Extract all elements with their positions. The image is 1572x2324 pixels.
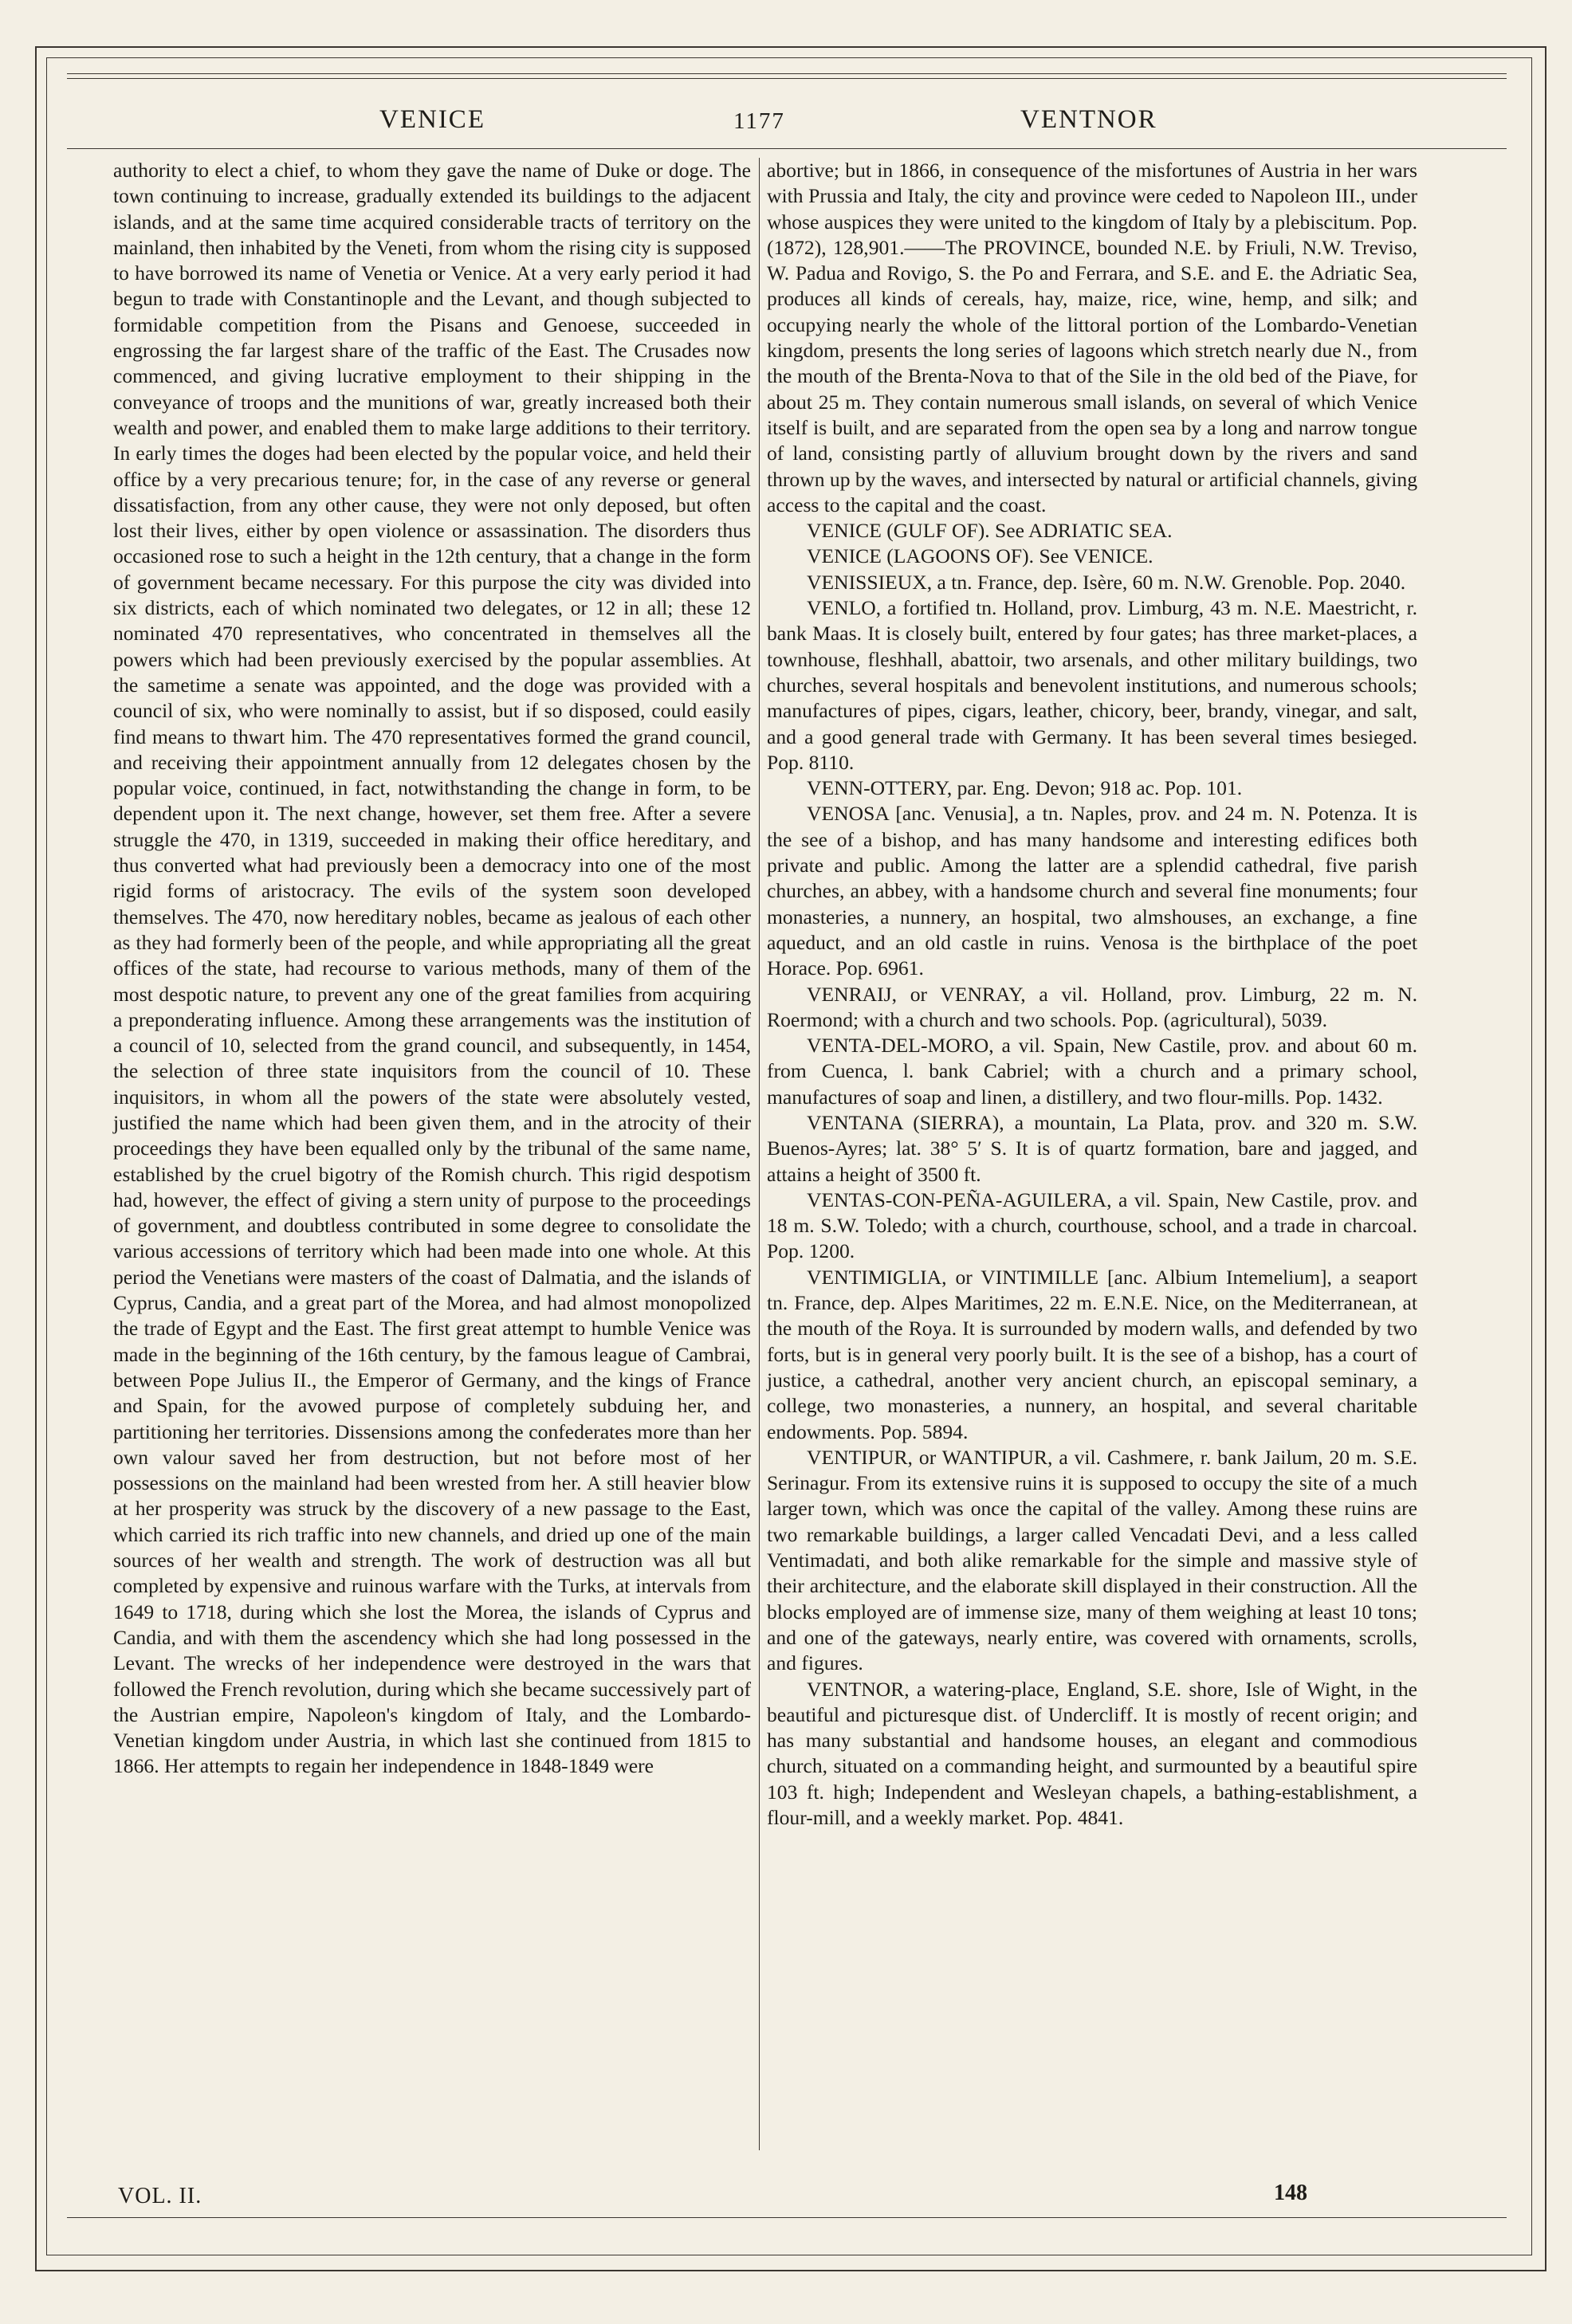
entry-venice-lagoons: VENICE (LAGOONS OF). See VENICE. xyxy=(807,544,1153,568)
entry-venissieux: VENISSIEUX, a tn. France, dep. Isère, 60 m. N.W. Grenoble. Pop. 2040. xyxy=(807,570,1406,594)
left-column xyxy=(113,158,751,2142)
entry-ventana: VENTANA (SIERRA), a mountain, La Plata, prov. and 320 m. S.W. Buenos-Ayres; lat. 38° 5′ S. It is of quartz formation, bare and jagged, and attains a height of 3500 ft. xyxy=(767,1110,1417,1186)
entry-ventipur: VENTIPUR, or WANTIPUR, a vil. Cashmere, r. bank Jailum, 20 m. S.E. Serinagur. From its extensive ruins it is supposed to occupy the site of a much larger town, which was once the capital of the valley. Among these ruins are two remarkable buildings, a larger called Vencadati Devi, and a less called Ventimadati, and both alike remarkable for the simple and massive style of their architecture, and the elaborate skill displayed in their construction. All the blocks employed are of immense size, many of them weighing at least 10 tons; and one of the gateways, nearly entire, was covered with ornaments, scrolls, and figures. xyxy=(767,1445,1417,1675)
running-head-left: VENICE xyxy=(379,105,485,134)
entry-venlo: VENLO, a fortified tn. Holland, prov. Limburg, 43 m. N.E. Maestricht, r. bank Maas. It is closely built, entered by four gates; has three market-places, a townhouse, fleshhall, abattoir, two arsenals, and other military buildings, two churches, several hospitals and benevolent institutions, and numerous schools; manufactures of pipes, cigars, leather, chicory, beer, brandy, vinegar, and salt, and a good general trade with Germany. It has been several times besieged. Pop. 8110. xyxy=(767,596,1417,774)
entry-venosa: VENOSA [anc. Venusia], a tn. Naples, prov. and 24 m. N. Potenza. It is the see of a bishop, and has many handsome and interesting edifices both private and public. Among the latter are a splendid cathedral, five parish churches, an abbey, with a handsome church and several fine monuments; four monasteries, a nunnery, an hospital, two almshouses, an exchange, a fine aqueduct, and an old castle in ruins. Venosa is the birthplace of the poet Horace. Pop. 6961. xyxy=(767,802,1417,980)
entry-venraij: VENRAIJ, or VENRAY, a vil. Holland, prov. Limburg, 22 m. N. Roermond; with a church and two schools. Pop. (agricultural), 5039. xyxy=(767,982,1417,1031)
header-rule-top-2 xyxy=(67,78,1507,79)
header-rule-bottom xyxy=(67,148,1507,149)
entry-venice-gulf: VENICE (GULF OF). See ADRIATIC SEA. xyxy=(807,519,1173,543)
paragraph: authority to elect a chief, to whom they gave the name of Duke or doge. The town continuing to increase, gradually extended its buildings to the adjacent islands, and at the same time acquired considerable tracts of territory on the mainland, then inhabited by the Veneti, from whom the rising city is supposed to have borrowed its name of Venetia or Venice. At a very early period it had begun to trade with Constantinople and the Levant, and though subjected to formidable competition from the Pisans and Genoese, succeeded in engrossing the far largest share of the traffic of the East. The Crusades now commenced, and giving lucrative employment to their shipping in the conveyance of troops and the munitions of war, greatly increased both their wealth and power, and enabled them to make large additions to their territory. In early times the doges had been elected by the popular voice, and held their office by a very precarious tenure; for, in the case of any reverse or general dissatisfaction, from any other cause, they were not only deposed, but often lost their lives, either by open violence or assassination. The disorders thus occasioned rose to such a height in the 12th century, that a change in the form of government became necessary. For this purpose the city was divided into six districts, each of which nominated two delegates, or 12 in all; these 12 nominated 470 representatives, who concentrated in themselves all the powers which had been previously exercised by the popular assemblies. At the sametime a senate was appointed, and the doge was provided with a council of six, who were nominally to assist, but if so disposed, could easily find means to thwart him. The 470 representatives formed the grand council, and receiving their appointment annually from 12 delegates chosen by the popular voice, continued, in fact, notwithstanding the change in form, to be dependent upon it. The next change, however, set them free. After a severe struggle the 470, in 1319, succeeded in making their office hereditary, and thus converted what had previously been a democracy into one of the most rigid forms of aristocracy. The evils of the system soon developed themselves. The 470, now hereditary nobles, became as jealous of each other as they had formerly been of the people, and while appropriating all the great offices of the state, had recourse to various methods, many of them of the most despotic nature, to prevent any one of the great families from acquiring a preponderating influence. Among these arrangements was the institution of a council of 10, selected from the grand council, and subsequently, in 1454, the selection of three state inquisitors from the council of 10. These inquisitors, in whom all the powers of the state were absolutely vested, justified the name which had been given them, and in the atrocity of their proceedings they have been equalled only by the tribunal of the same name, established by the cruel bigotry of the Romish church. This rigid despotism had, however, the effect of giving a stern unity of purpose to the proceedings of government, and doubtless contributed in some degree to consolidate the various accessions of territory which had been made into one whole. At this period the Venetians were masters of the coast of Dalmatia, and the islands of Cyprus, Candia, and a great part of the Morea, and had almost monopolized the trade of Egypt and the East. The first great attempt to humble Venice was made in the beginning of the 16th century, by the famous league of Cambrai, between Pope Julius II., the Emperor of Germany, and the kings of France and Spain, for the avowed purpose of completely subduing her, and partitioning her territories. Dissensions among the confederates more than her own valour saved her from destruction, but not before most of her possessions on the mainland had been wrested from her. A still heavier blow at her prosperity was struck by the discovery of a new passage to the East, which carried its rich traffic into new channels, and dried up one of the main sources of her wealth and strength. The work of destruction was all but completed by expensive and ruinous warfare with the Turks, at intervals from 1649 to 1718, during which she lost the Morea, the islands of Cyprus and Candia, and with them the ascendency which she had long possessed in the Levant. The wrecks of her independence were destroyed in the wars that followed the French revolution, during which she became successively part of the Austrian empire, Napoleon's kingdom of Italy, and the Lombardo-Venetian kingdom under Austria, in which last she continued from 1815 to 1866. Her attempts to regain her independence in 1848-1849 were xyxy=(113,159,751,1778)
footer-rule xyxy=(67,2217,1507,2218)
signature-mark: 148 xyxy=(1274,2181,1307,2205)
paragraph: abortive; but in 1866, in consequence of the misfortunes of Austria in her wars with Prussia and Italy, the city and province were ceded to Napoleon III., under whose auspices they were united to the kingdom of Italy by a plebiscitum. Pop. (1872), 128,901.——The PROVINCE, bounded N.E. by Friuli, N.W. Treviso, W. Padua and Rovigo, S. the Po and Ferrara, and S.E. and E. the Adriatic Sea, produces all kinds of cereals, hay, maize, rice, wine, hemp, and silk; and occupying nearly the whole of the littoral portion of the Lombardo-Venetian kingdom, presents the long series of lagoons which stretch nearly due N., from the mouth of the Brenta-Nova to that of the Sile in the old bed of the Piave, for about 25 m. They contain numerous small islands, on several of which Venice itself is built, and are separated from the open sea by a long and narrow tongue of land, consisting partly of alluvium brought down by the rivers and sand thrown up by the waves, and intersected by natural or artificial channels, giving access to the capital and the coast. xyxy=(767,159,1417,516)
header-rule-top xyxy=(67,73,1507,74)
column-divider xyxy=(759,158,760,2150)
entry-venn-ottery: VENN-OTTERY, par. Eng. Devon; 918 ac. Pop. 101. xyxy=(807,776,1243,800)
volume-label: VOL. II. xyxy=(118,2184,202,2208)
entry-venta-del-moro: VENTA-DEL-MORO, a vil. Spain, New Castile, prov. and about 60 m. from Cuenca, l. bank Cabriel; with a church and a primary school, manufactures of soap and linen, a distillery, and two flour-mills. Pop. 1432. xyxy=(767,1034,1417,1109)
running-head-right: VENTNOR xyxy=(1020,105,1157,134)
entry-ventimiglia: VENTIMIGLIA, or VINTIMILLE [anc. Albium Intemelium], a seaport tn. France, dep. Alpes Maritimes, 22 m. E.N.E. Nice, on the Mediterranean, at the mouth of the Roya. It is surrounded by modern walls, and defended by two forts, but is in general very poorly built. It is the see of a bishop, has a court of justice, a cathedral, another very ancient church, an episcopal seminary, a college, two monasteries, a nunnery, an hospital, and several charitable endowments. Pop. 5894. xyxy=(767,1265,1417,1443)
entry-ventnor: VENTNOR, a watering-place, England, S.E. shore, Isle of Wight, in the beautiful and picturesque dist. of Undercliff. It is mostly of recent origin; and has many substantial and handsome houses, an elegant and commodious church, situated on a commanding height, and surmounted by a beautiful spire 103 ft. high; Independent and Wesleyan chapels, a bathing-establishment, a flour-mill, and a weekly market. Pop. 4841. xyxy=(767,1677,1417,1829)
entry-ventas-con-pena-aguilera: VENTAS-CON-PEÑA-AGUILERA, a vil. Spain, New Castile, prov. and 18 m. S.W. Toledo; with a church, courthouse, school, and a trade in charcoal. Pop. 1200. xyxy=(767,1188,1417,1263)
right-column xyxy=(767,158,1417,2142)
page-number: 1177 xyxy=(733,108,785,134)
